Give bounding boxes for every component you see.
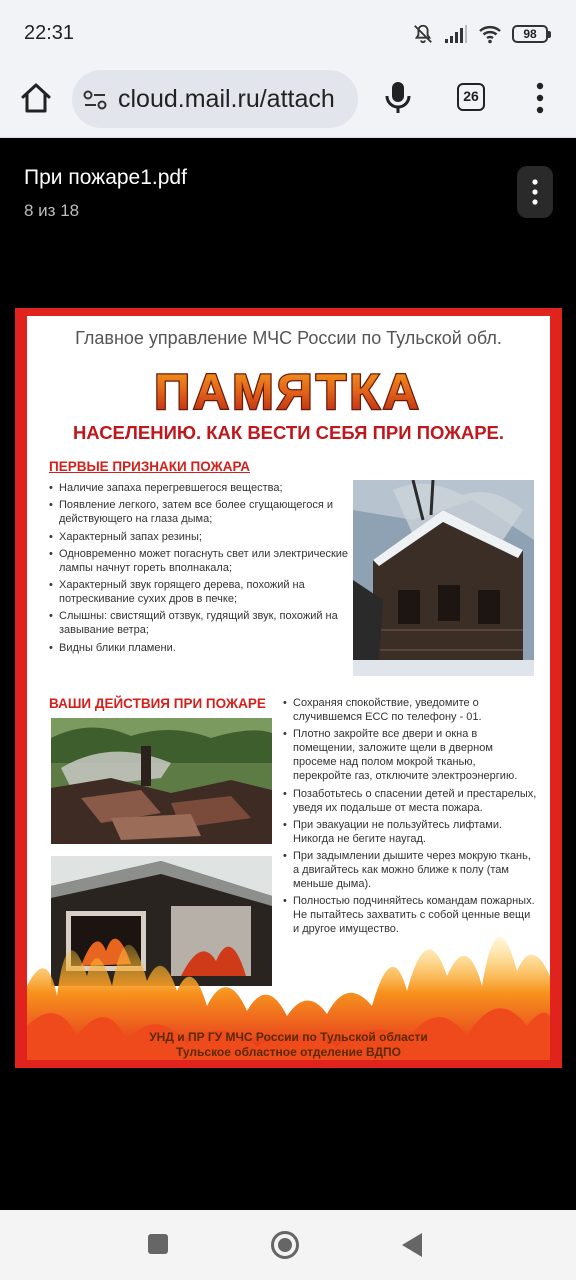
list-item: • Полностью подчиняйтесь командам пожарных. Не пытайтесь захватить с собой ценные вещи и другое имущество.	[283, 894, 537, 936]
document-footer-line2: Тульское областное отделение ВДПО	[176, 1045, 401, 1059]
status-icons	[412, 22, 548, 46]
viewer-menu-button[interactable]	[517, 166, 553, 218]
pdf-page-content	[27, 316, 550, 1060]
bell-muted-icon	[412, 23, 434, 45]
back-button[interactable]	[402, 1233, 422, 1257]
list-item: • Одновременно может погаснуть свет или электрические лампы начнут гореть вполнакала;	[49, 547, 349, 575]
url-bar[interactable]	[72, 70, 358, 128]
document-subtitle: НАСЕЛЕНИЮ. КАК ВЕСТИ СЕБЯ ПРИ ПОЖАРЕ.	[72, 422, 505, 443]
document-title: При пожаре1.pdf	[24, 166, 187, 189]
signs-section-title: ПЕРВЫЕ ПРИЗНАКИ ПОЖАРА	[49, 459, 251, 474]
browser-toolbar	[0, 66, 576, 138]
battery-indicator: 98	[512, 25, 548, 43]
list-item: • Позаботьтесь о спасении детей и престарелых, уведя их подальше от места пожара.	[283, 787, 537, 815]
home-button[interactable]	[271, 1231, 299, 1259]
microphone-icon[interactable]	[384, 80, 412, 114]
list-item: • При задымлении дышите через мокрую ткань, а двигайтесь как можно ближе к полу (там меньше дыма).	[283, 849, 537, 891]
more-vert-icon	[517, 166, 553, 218]
more-vert-icon[interactable]	[529, 80, 551, 116]
recent-apps-button[interactable]	[148, 1234, 168, 1254]
document-main-title	[105, 364, 471, 418]
status-time: 22:31	[24, 22, 75, 44]
list-item: • При эвакуации не пользуйтесь лифтами. Никогда не бегите наугад.	[283, 818, 537, 846]
actions-section-title: ВАШИ ДЕЙСТВИЯ ПРИ ПОЖАРЕ	[49, 696, 266, 711]
list-item: • Наличие запаха перегревшегося вещества;	[49, 481, 349, 495]
main-title-text: ПАМЯТКА	[154, 364, 422, 418]
list-item: • Появление легкого, затем все более сгущающегося и действующего на глаза дыма;	[49, 498, 349, 526]
page-indicator: 8 из 18	[24, 201, 80, 220]
url-text[interactable]: cloud.mail.ru/attach	[118, 85, 335, 113]
list-item: • Слышны: свистящий отзвук, гудящий звук, похожий на завывание ветра;	[49, 609, 349, 637]
signal-icon	[444, 24, 468, 44]
home-icon[interactable]	[18, 80, 54, 116]
list-item: • Плотно закройте все двери и окна в помещении, заложите щели в дверном просеме над полом мокрой тканью, перекройте газ, отключите электроэнергию.	[283, 727, 537, 783]
document-org: Главное управление МЧС России по Тульской обл.	[75, 328, 502, 348]
list-item: • Характерный звук горящего дерева, похожий на потрескивание сухих дров в печке;	[49, 578, 349, 606]
fire-ruins-photo	[51, 718, 272, 844]
list-item: • Сохраняя спокойствие, уведомите о случившемся ЕСС по телефону - 01.	[283, 696, 537, 724]
actions-list	[283, 696, 537, 940]
wifi-icon	[478, 24, 502, 44]
list-item: • Видны блики пламени.	[49, 641, 349, 655]
pdf-page	[15, 308, 562, 1068]
signs-list	[49, 481, 349, 658]
status-bar	[0, 0, 576, 66]
list-item: • Характерный запах резины;	[49, 530, 349, 544]
document-footer-line1: УНД и ПР ГУ МЧС России по Тульской области	[149, 1030, 428, 1044]
tab-switcher-button[interactable]: 26	[457, 83, 485, 111]
system-nav-bar	[0, 1210, 576, 1280]
site-settings-icon[interactable]	[82, 87, 108, 113]
burning-house-photo	[353, 480, 534, 676]
